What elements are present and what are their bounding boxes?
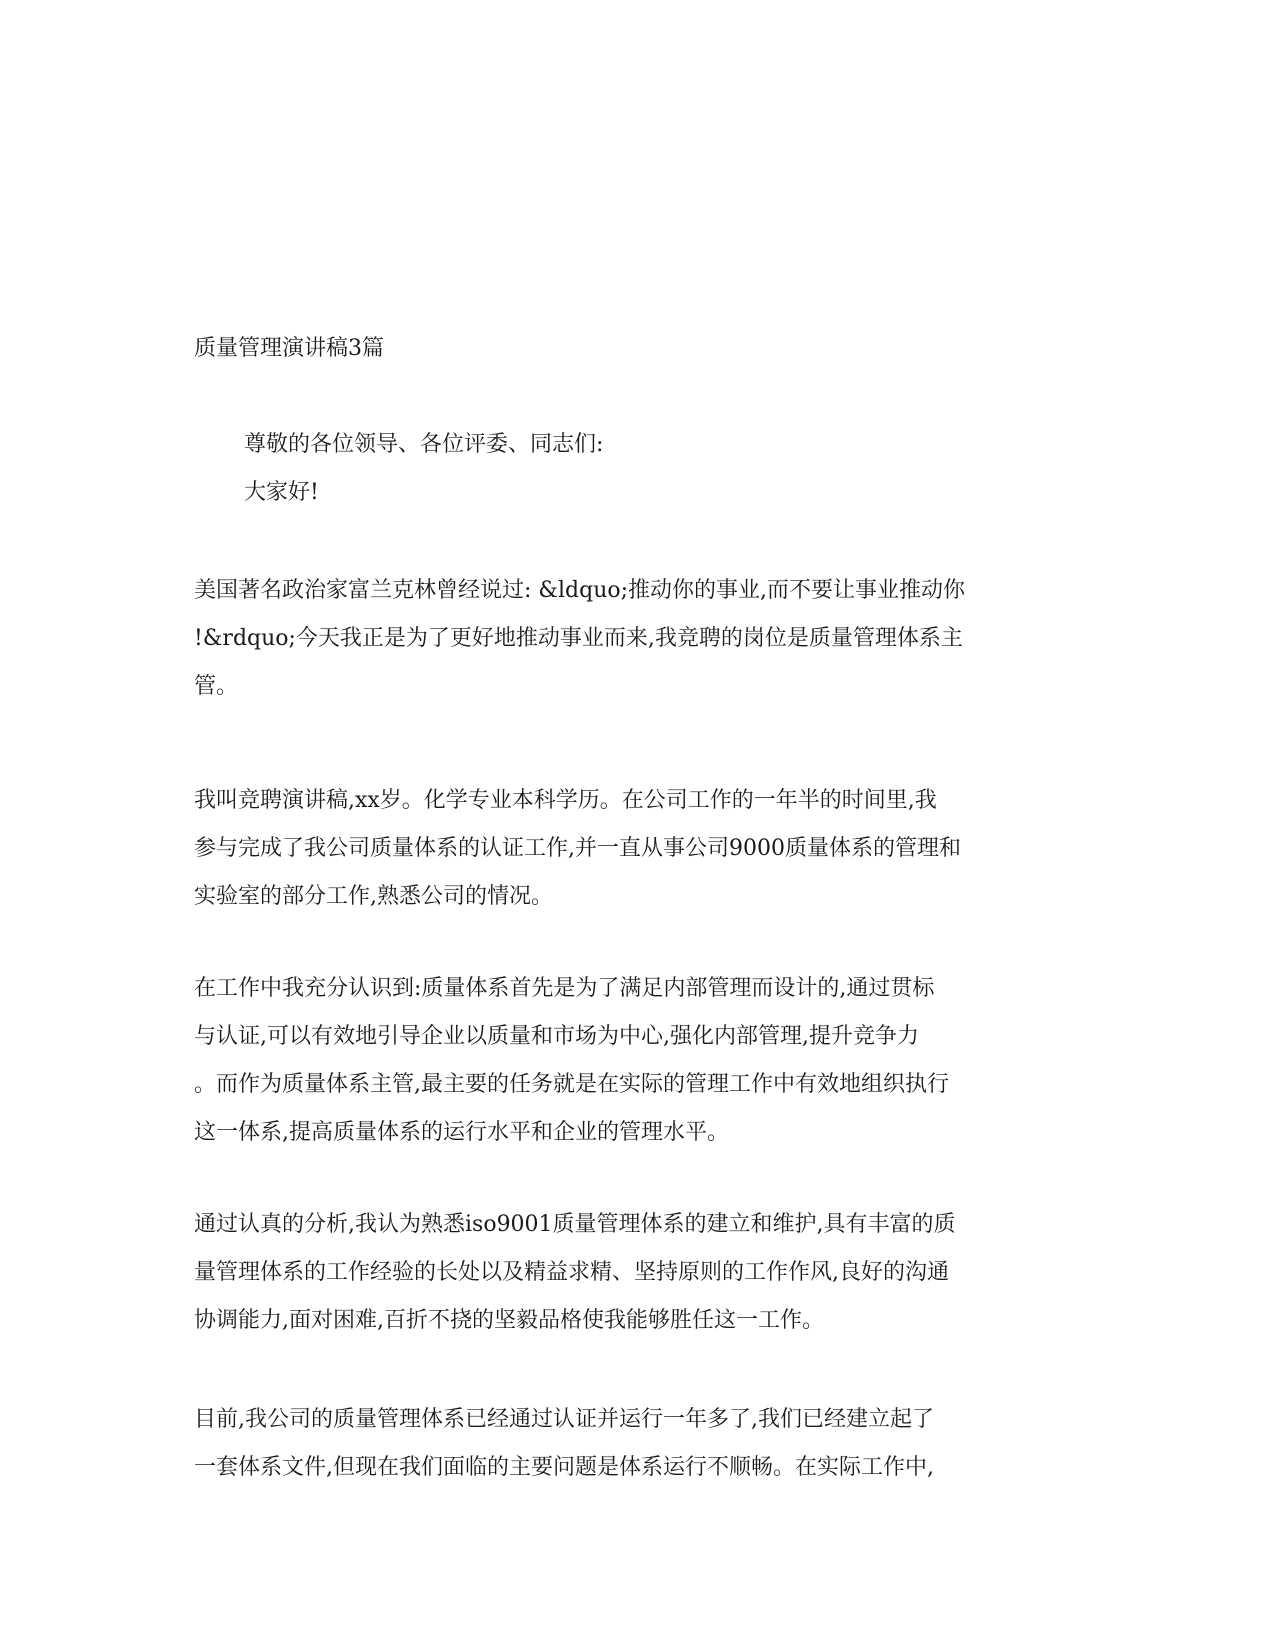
paragraph-line: 量管理体系的工作经验的长处以及精益求精、坚持原则的工作作风,良好的沟通 (194, 1260, 949, 1285)
salutation: 尊敬的各位领导、各位评委、同志们: (244, 432, 604, 457)
paragraph-line: 目前,我公司的质量管理体系已经通过认证并运行一年多了,我们已经建立起了 (194, 1407, 934, 1432)
paragraph-line: 与认证,可以有效地引导企业以质量和市场为中心,强化内部管理,提升竞争力 (194, 1024, 919, 1049)
paragraph-line: 这一体系,提高质量体系的运行水平和企业的管理水平。 (194, 1120, 729, 1145)
paragraph-3 (194, 965, 1074, 1157)
paragraph-line: 管。 (194, 674, 239, 699)
document-title: 质量管理演讲稿3篇 (194, 336, 384, 361)
paragraph-line: 实验室的部分工作,熟悉公司的情况。 (194, 884, 553, 909)
paragraph-line: !&rdquo;今天我正是为了更好地推动事业而来,我竞聘的岗位是质量管理体系主 (194, 626, 963, 651)
paragraph-2 (194, 777, 1074, 921)
paragraph-line: 参与完成了我公司质量体系的认证工作,并一直从事公司9000质量体系的管理和 (194, 836, 961, 861)
paragraph-1 (194, 567, 1074, 711)
paragraph-line: 协调能力,面对困难,百折不挠的坚毅品格使我能够胜任这一工作。 (194, 1308, 824, 1333)
greeting: 大家好! (244, 480, 319, 505)
paragraph-line: 通过认真的分析,我认为熟悉iso9001质量管理体系的建立和维护,具有丰富的质 (194, 1212, 956, 1237)
paragraph-line: 在工作中我充分认识到:质量体系首先是为了满足内部管理而设计的,通过贯标 (194, 976, 935, 1001)
paragraph-line: 我叫竞聘演讲稿,xx岁。化学专业本科学历。在公司工作的一年半的时间里,我 (194, 788, 937, 813)
paragraph-4 (194, 1201, 1074, 1345)
paragraph-line: 。而作为质量体系主管,最主要的任务就是在实际的管理工作中有效地组织执行 (194, 1072, 949, 1097)
paragraph-line: 一套体系文件,但现在我们面临的主要问题是体系运行不顺畅。在实际工作中, (194, 1455, 934, 1480)
paragraph-line: 美国著名政治家富兰克林曾经说过: &ldquo;推动你的事业,而不要让事业推动你 (194, 578, 966, 603)
paragraph-5 (194, 1396, 1074, 1492)
